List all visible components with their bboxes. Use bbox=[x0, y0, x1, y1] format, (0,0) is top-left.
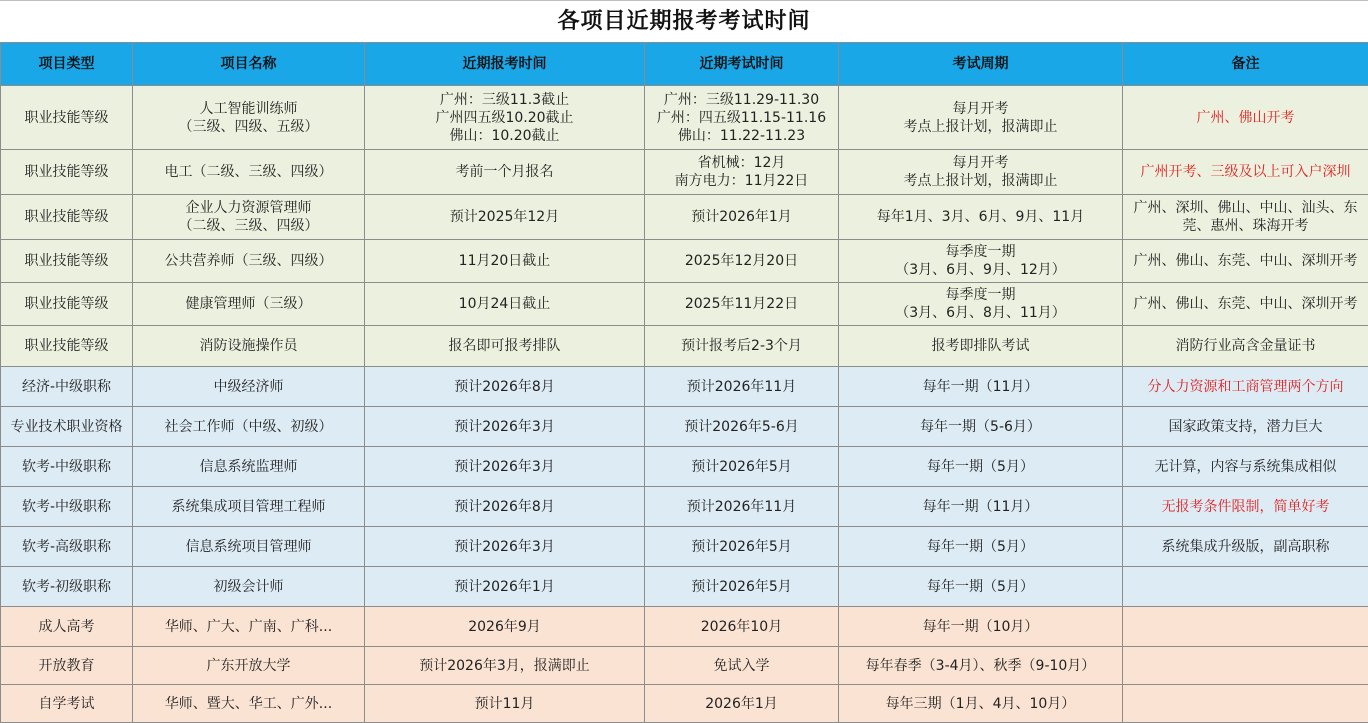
cell-exam-cycle-line: 每年一期（11月） bbox=[922, 498, 1039, 515]
cell-exam-cycle-line: 每年1月、3月、6月、9月、11月 bbox=[876, 209, 1085, 225]
cell-notes bbox=[1123, 283, 1368, 326]
cell-exam-time bbox=[645, 283, 839, 326]
cell-registration-time-line: 预计2026年3月，报满即止 bbox=[419, 657, 590, 674]
cell-exam-cycle bbox=[839, 407, 1123, 447]
cell-registration-time-line: 预计2026年8月 bbox=[454, 498, 555, 515]
cell-exam-time bbox=[645, 326, 839, 367]
table-row bbox=[1, 407, 1368, 447]
cell-project-name-line: 华师、广大、广南、广科... bbox=[164, 618, 333, 635]
cell-exam-time bbox=[645, 647, 839, 685]
cell-exam-cycle bbox=[839, 150, 1123, 195]
table-row bbox=[1, 367, 1368, 407]
cell-notes-line: 消防行业高含金量证书 bbox=[1175, 338, 1316, 354]
cell-project-name bbox=[133, 527, 365, 567]
cell-registration-time-line: 广州四五级10.20截止 bbox=[435, 109, 574, 126]
cell-project-name bbox=[133, 607, 365, 647]
cell-registration-time-line: 预计2026年3月 bbox=[454, 538, 555, 555]
cell-notes bbox=[1123, 407, 1368, 447]
cell-exam-cycle bbox=[839, 86, 1123, 150]
cell-project-type: 职业技能等级 bbox=[1, 195, 133, 240]
cell-project-name bbox=[133, 326, 365, 367]
cell-notes-line: 广州、佛山、东莞、中山、深圳开考 bbox=[1133, 296, 1358, 312]
cell-notes bbox=[1123, 367, 1368, 407]
cell-project-name bbox=[133, 407, 365, 447]
cell-exam-time-line: 省机械：12月 bbox=[697, 155, 786, 171]
table-row bbox=[1, 607, 1368, 647]
cell-notes-line: 广州、佛山开考 bbox=[1196, 109, 1295, 126]
cell-notes-line: 无报考条件限制，简单好考 bbox=[1161, 498, 1330, 515]
cell-project-name bbox=[133, 367, 365, 407]
table-header-row bbox=[1, 43, 1368, 86]
cell-notes bbox=[1123, 326, 1368, 367]
cell-exam-time bbox=[645, 195, 839, 240]
cell-project-name-line: 社会工作师（中级、初级） bbox=[164, 418, 333, 435]
cell-project-name bbox=[133, 567, 365, 607]
cell-project-name-line: 系统集成项目管理工程师 bbox=[171, 498, 326, 515]
cell-exam-time-line: 2025年12月20日 bbox=[684, 253, 799, 269]
cell-project-type: 职业技能等级 bbox=[1, 150, 133, 195]
table-row bbox=[1, 195, 1368, 240]
cell-exam-time-line: 预计2026年1月 bbox=[691, 209, 792, 225]
cell-exam-cycle-line: 每年一期（5月） bbox=[927, 538, 1034, 555]
cell-project-name-line: 消防设施操作员 bbox=[199, 338, 298, 354]
cell-project-type: 软考-高级职称 bbox=[1, 527, 133, 567]
cell-registration-time bbox=[365, 567, 645, 607]
cell-notes bbox=[1123, 195, 1368, 240]
cell-exam-cycle-line: 每月开考 bbox=[952, 100, 1009, 117]
cell-registration-time bbox=[365, 240, 645, 283]
cell-exam-time-line: 预计2026年5月 bbox=[691, 458, 792, 475]
cell-registration-time-line: 预计11月 bbox=[474, 695, 535, 712]
cell-project-type: 专业技术职业资格 bbox=[1, 407, 133, 447]
cell-registration-time-line: 预计2026年3月 bbox=[454, 458, 555, 475]
cell-project-name-line: 健康管理师（三级） bbox=[185, 296, 312, 312]
cell-exam-cycle-line: 每年一期（11月） bbox=[922, 378, 1039, 395]
cell-exam-time-line: 预计报考后2-3个月 bbox=[681, 338, 802, 354]
cell-project-type: 开放教育 bbox=[1, 647, 133, 685]
header-exam-cycle: 考试周期 bbox=[839, 43, 1123, 86]
cell-project-name bbox=[133, 447, 365, 487]
cell-exam-cycle bbox=[839, 685, 1123, 723]
table-row bbox=[1, 647, 1368, 685]
cell-exam-cycle-line: 每年一期（5月） bbox=[927, 458, 1034, 475]
cell-registration-time bbox=[365, 647, 645, 685]
cell-exam-time-line: 预计2026年5-6月 bbox=[684, 418, 799, 435]
table-row bbox=[1, 150, 1368, 195]
cell-notes bbox=[1123, 240, 1368, 283]
cell-exam-cycle bbox=[839, 527, 1123, 567]
cell-registration-time bbox=[365, 326, 645, 367]
cell-exam-time bbox=[645, 567, 839, 607]
cell-notes-line: 广州、深圳、佛山、中山、汕头、东 bbox=[1133, 200, 1358, 216]
cell-notes bbox=[1123, 150, 1368, 195]
cell-exam-cycle bbox=[839, 447, 1123, 487]
cell-registration-time bbox=[365, 407, 645, 447]
cell-exam-cycle bbox=[839, 367, 1123, 407]
cell-project-name-line: 信息系统监理师 bbox=[199, 458, 298, 475]
cell-registration-time-line: 佛山：10.20截止 bbox=[449, 127, 560, 144]
cell-project-type: 职业技能等级 bbox=[1, 283, 133, 326]
cell-project-name-line: 人工智能训练师 bbox=[199, 100, 298, 117]
cell-registration-time-line: 预计2026年8月 bbox=[454, 378, 555, 395]
table-row bbox=[1, 685, 1368, 723]
cell-project-type: 职业技能等级 bbox=[1, 326, 133, 367]
cell-exam-cycle bbox=[839, 326, 1123, 367]
cell-registration-time-line: 预计2026年1月 bbox=[454, 578, 555, 595]
cell-registration-time-line: 预计2025年12月 bbox=[449, 209, 560, 225]
cell-exam-time-line: 预计2026年5月 bbox=[691, 538, 792, 555]
cell-exam-cycle bbox=[839, 283, 1123, 326]
cell-exam-cycle bbox=[839, 647, 1123, 685]
cell-exam-cycle bbox=[839, 567, 1123, 607]
cell-exam-cycle-line: （3月、6月、9月、12月） bbox=[895, 262, 1066, 278]
cell-exam-time bbox=[645, 607, 839, 647]
cell-notes bbox=[1123, 685, 1368, 723]
cell-exam-time-line: 广州：三级11.29-11.30 bbox=[663, 91, 820, 108]
cell-exam-cycle bbox=[839, 487, 1123, 527]
cell-exam-time-line: 免试入学 bbox=[713, 657, 770, 674]
cell-registration-time-line: 考前一个月报名 bbox=[455, 164, 554, 180]
table-row bbox=[1, 567, 1368, 607]
header-notes: 备注 bbox=[1123, 43, 1368, 86]
cell-registration-time bbox=[365, 283, 645, 326]
cell-project-name bbox=[133, 283, 365, 326]
cell-project-type: 职业技能等级 bbox=[1, 240, 133, 283]
cell-project-name-line: 华师、暨大、华工、广外... bbox=[164, 695, 333, 712]
cell-registration-time bbox=[365, 367, 645, 407]
cell-project-type: 软考-初级职称 bbox=[1, 567, 133, 607]
cell-exam-cycle-line: 每年一期（5月） bbox=[927, 578, 1034, 595]
cell-project-name bbox=[133, 86, 365, 150]
cell-project-name bbox=[133, 150, 365, 195]
cell-project-name bbox=[133, 195, 365, 240]
cell-project-type: 自学考试 bbox=[1, 685, 133, 723]
cell-project-type: 软考-中级职称 bbox=[1, 487, 133, 527]
cell-notes-line: 国家政策支持，潜力巨大 bbox=[1168, 418, 1323, 435]
cell-notes bbox=[1123, 607, 1368, 647]
cell-notes bbox=[1123, 447, 1368, 487]
cell-project-type: 职业技能等级 bbox=[1, 86, 133, 150]
table-row bbox=[1, 86, 1368, 150]
cell-notes-line: 广州开考、三级及以上可入户深圳 bbox=[1140, 164, 1351, 180]
cell-exam-time-line: 预计2026年5月 bbox=[691, 578, 792, 595]
cell-registration-time-line: 2026年9月 bbox=[468, 618, 541, 635]
cell-exam-cycle-line: 每季度一期 bbox=[945, 244, 1016, 260]
cell-exam-time bbox=[645, 367, 839, 407]
cell-registration-time bbox=[365, 150, 645, 195]
cell-project-name-line: 信息系统项目管理师 bbox=[185, 538, 312, 555]
cell-exam-time-line: 2025年11月22日 bbox=[684, 296, 799, 312]
cell-project-name-line: 企业人力资源管理师 bbox=[185, 200, 312, 216]
cell-exam-time-line: 佛山：11.22-11.23 bbox=[677, 127, 806, 144]
cell-notes-line: 无计算，内容与系统集成相似 bbox=[1154, 458, 1337, 475]
cell-exam-cycle-line: 每月开考 bbox=[952, 155, 1009, 171]
cell-registration-time-line: 广州：三级11.3截止 bbox=[439, 91, 570, 108]
cell-notes-line: 分人力资源和工商管理两个方向 bbox=[1147, 378, 1344, 395]
cell-registration-time-line: 11月20日截止 bbox=[458, 253, 551, 269]
cell-project-type: 成人高考 bbox=[1, 607, 133, 647]
cell-project-name bbox=[133, 647, 365, 685]
cell-registration-time bbox=[365, 607, 645, 647]
table-row bbox=[1, 326, 1368, 367]
cell-exam-time-line: 2026年1月 bbox=[705, 695, 778, 712]
cell-project-name-line: 广东开放大学 bbox=[206, 657, 291, 674]
cell-exam-time-line: 南方电力：11月22日 bbox=[674, 173, 809, 189]
cell-exam-time bbox=[645, 527, 839, 567]
table-row bbox=[1, 240, 1368, 283]
cell-project-name-line: （二级、三级、四级） bbox=[178, 218, 319, 234]
header-project-type: 项目类型 bbox=[1, 43, 133, 86]
cell-exam-time bbox=[645, 447, 839, 487]
table-row bbox=[1, 283, 1368, 326]
table-row bbox=[1, 447, 1368, 487]
cell-registration-time-line: 预计2026年3月 bbox=[454, 418, 555, 435]
cell-project-name-line: 初级会计师 bbox=[213, 578, 284, 595]
cell-project-name bbox=[133, 240, 365, 283]
cell-notes bbox=[1123, 86, 1368, 150]
cell-exam-time bbox=[645, 685, 839, 723]
cell-exam-time bbox=[645, 487, 839, 527]
cell-exam-cycle bbox=[839, 607, 1123, 647]
cell-project-name-line: 公共营养师（三级、四级） bbox=[164, 253, 333, 269]
cell-exam-time-line: 广州：四五级11.15-11.16 bbox=[656, 109, 827, 126]
cell-exam-time bbox=[645, 150, 839, 195]
cell-notes bbox=[1123, 487, 1368, 527]
cell-project-name bbox=[133, 685, 365, 723]
cell-exam-cycle-line: 每年春季（3-4月）、秋季（9-10月） bbox=[865, 657, 1096, 674]
cell-exam-cycle bbox=[839, 240, 1123, 283]
cell-notes-line: 系统集成升级版，副高职称 bbox=[1161, 538, 1330, 555]
cell-exam-time-line: 2026年10月 bbox=[700, 618, 783, 635]
cell-exam-time-line: 预计2026年11月 bbox=[686, 498, 797, 515]
cell-exam-cycle-line: 每年一期（5-6月） bbox=[920, 418, 1041, 435]
cell-notes-line: 莞、惠州、珠海开考 bbox=[1182, 218, 1309, 234]
cell-exam-cycle-line: 每季度一期 bbox=[945, 287, 1016, 303]
cell-registration-time bbox=[365, 86, 645, 150]
cell-exam-time bbox=[645, 240, 839, 283]
cell-notes bbox=[1123, 567, 1368, 607]
cell-project-type: 经济-中级职称 bbox=[1, 367, 133, 407]
cell-notes bbox=[1123, 647, 1368, 685]
cell-exam-time-line: 预计2026年11月 bbox=[686, 378, 797, 395]
cell-project-name-line: 电工（二级、三级、四级） bbox=[164, 164, 333, 180]
cell-registration-time-line: 报名即可报考排队 bbox=[448, 338, 561, 354]
cell-notes bbox=[1123, 527, 1368, 567]
exam-schedule-table bbox=[0, 42, 1368, 723]
cell-exam-cycle-line: 考点上报计划，报满即止 bbox=[903, 118, 1058, 135]
cell-registration-time bbox=[365, 195, 645, 240]
cell-project-name-line: 中级经济师 bbox=[213, 378, 284, 395]
cell-notes-line: 广州、佛山、东莞、中山、深圳开考 bbox=[1133, 253, 1358, 269]
cell-registration-time bbox=[365, 685, 645, 723]
cell-exam-cycle-line: 报考即排队考试 bbox=[931, 338, 1030, 354]
header-exam-time: 近期考试时间 bbox=[645, 43, 839, 86]
table-row bbox=[1, 487, 1368, 527]
cell-project-name-line: （三级、四级、五级） bbox=[178, 118, 319, 135]
cell-project-type: 软考-中级职称 bbox=[1, 447, 133, 487]
cell-exam-cycle-line: 考点上报计划，报满即止 bbox=[903, 173, 1058, 189]
table-body bbox=[1, 86, 1368, 723]
cell-project-name bbox=[133, 487, 365, 527]
cell-registration-time-line: 10月24日截止 bbox=[458, 296, 551, 312]
cell-exam-cycle-line: 每年一期（10月） bbox=[922, 618, 1039, 635]
page-title: 各项目近期报考考试时间 bbox=[0, 0, 1368, 42]
table-row bbox=[1, 527, 1368, 567]
header-registration-time: 近期报考时间 bbox=[365, 43, 645, 86]
cell-registration-time bbox=[365, 527, 645, 567]
cell-exam-time bbox=[645, 407, 839, 447]
cell-registration-time bbox=[365, 487, 645, 527]
header-project-name: 项目名称 bbox=[133, 43, 365, 86]
cell-exam-time bbox=[645, 86, 839, 150]
cell-exam-cycle-line: （3月、6月、8月、11月） bbox=[895, 305, 1066, 321]
cell-registration-time bbox=[365, 447, 645, 487]
cell-exam-cycle-line: 每年三期（1月、4月、10月） bbox=[885, 695, 1076, 712]
cell-exam-cycle bbox=[839, 195, 1123, 240]
